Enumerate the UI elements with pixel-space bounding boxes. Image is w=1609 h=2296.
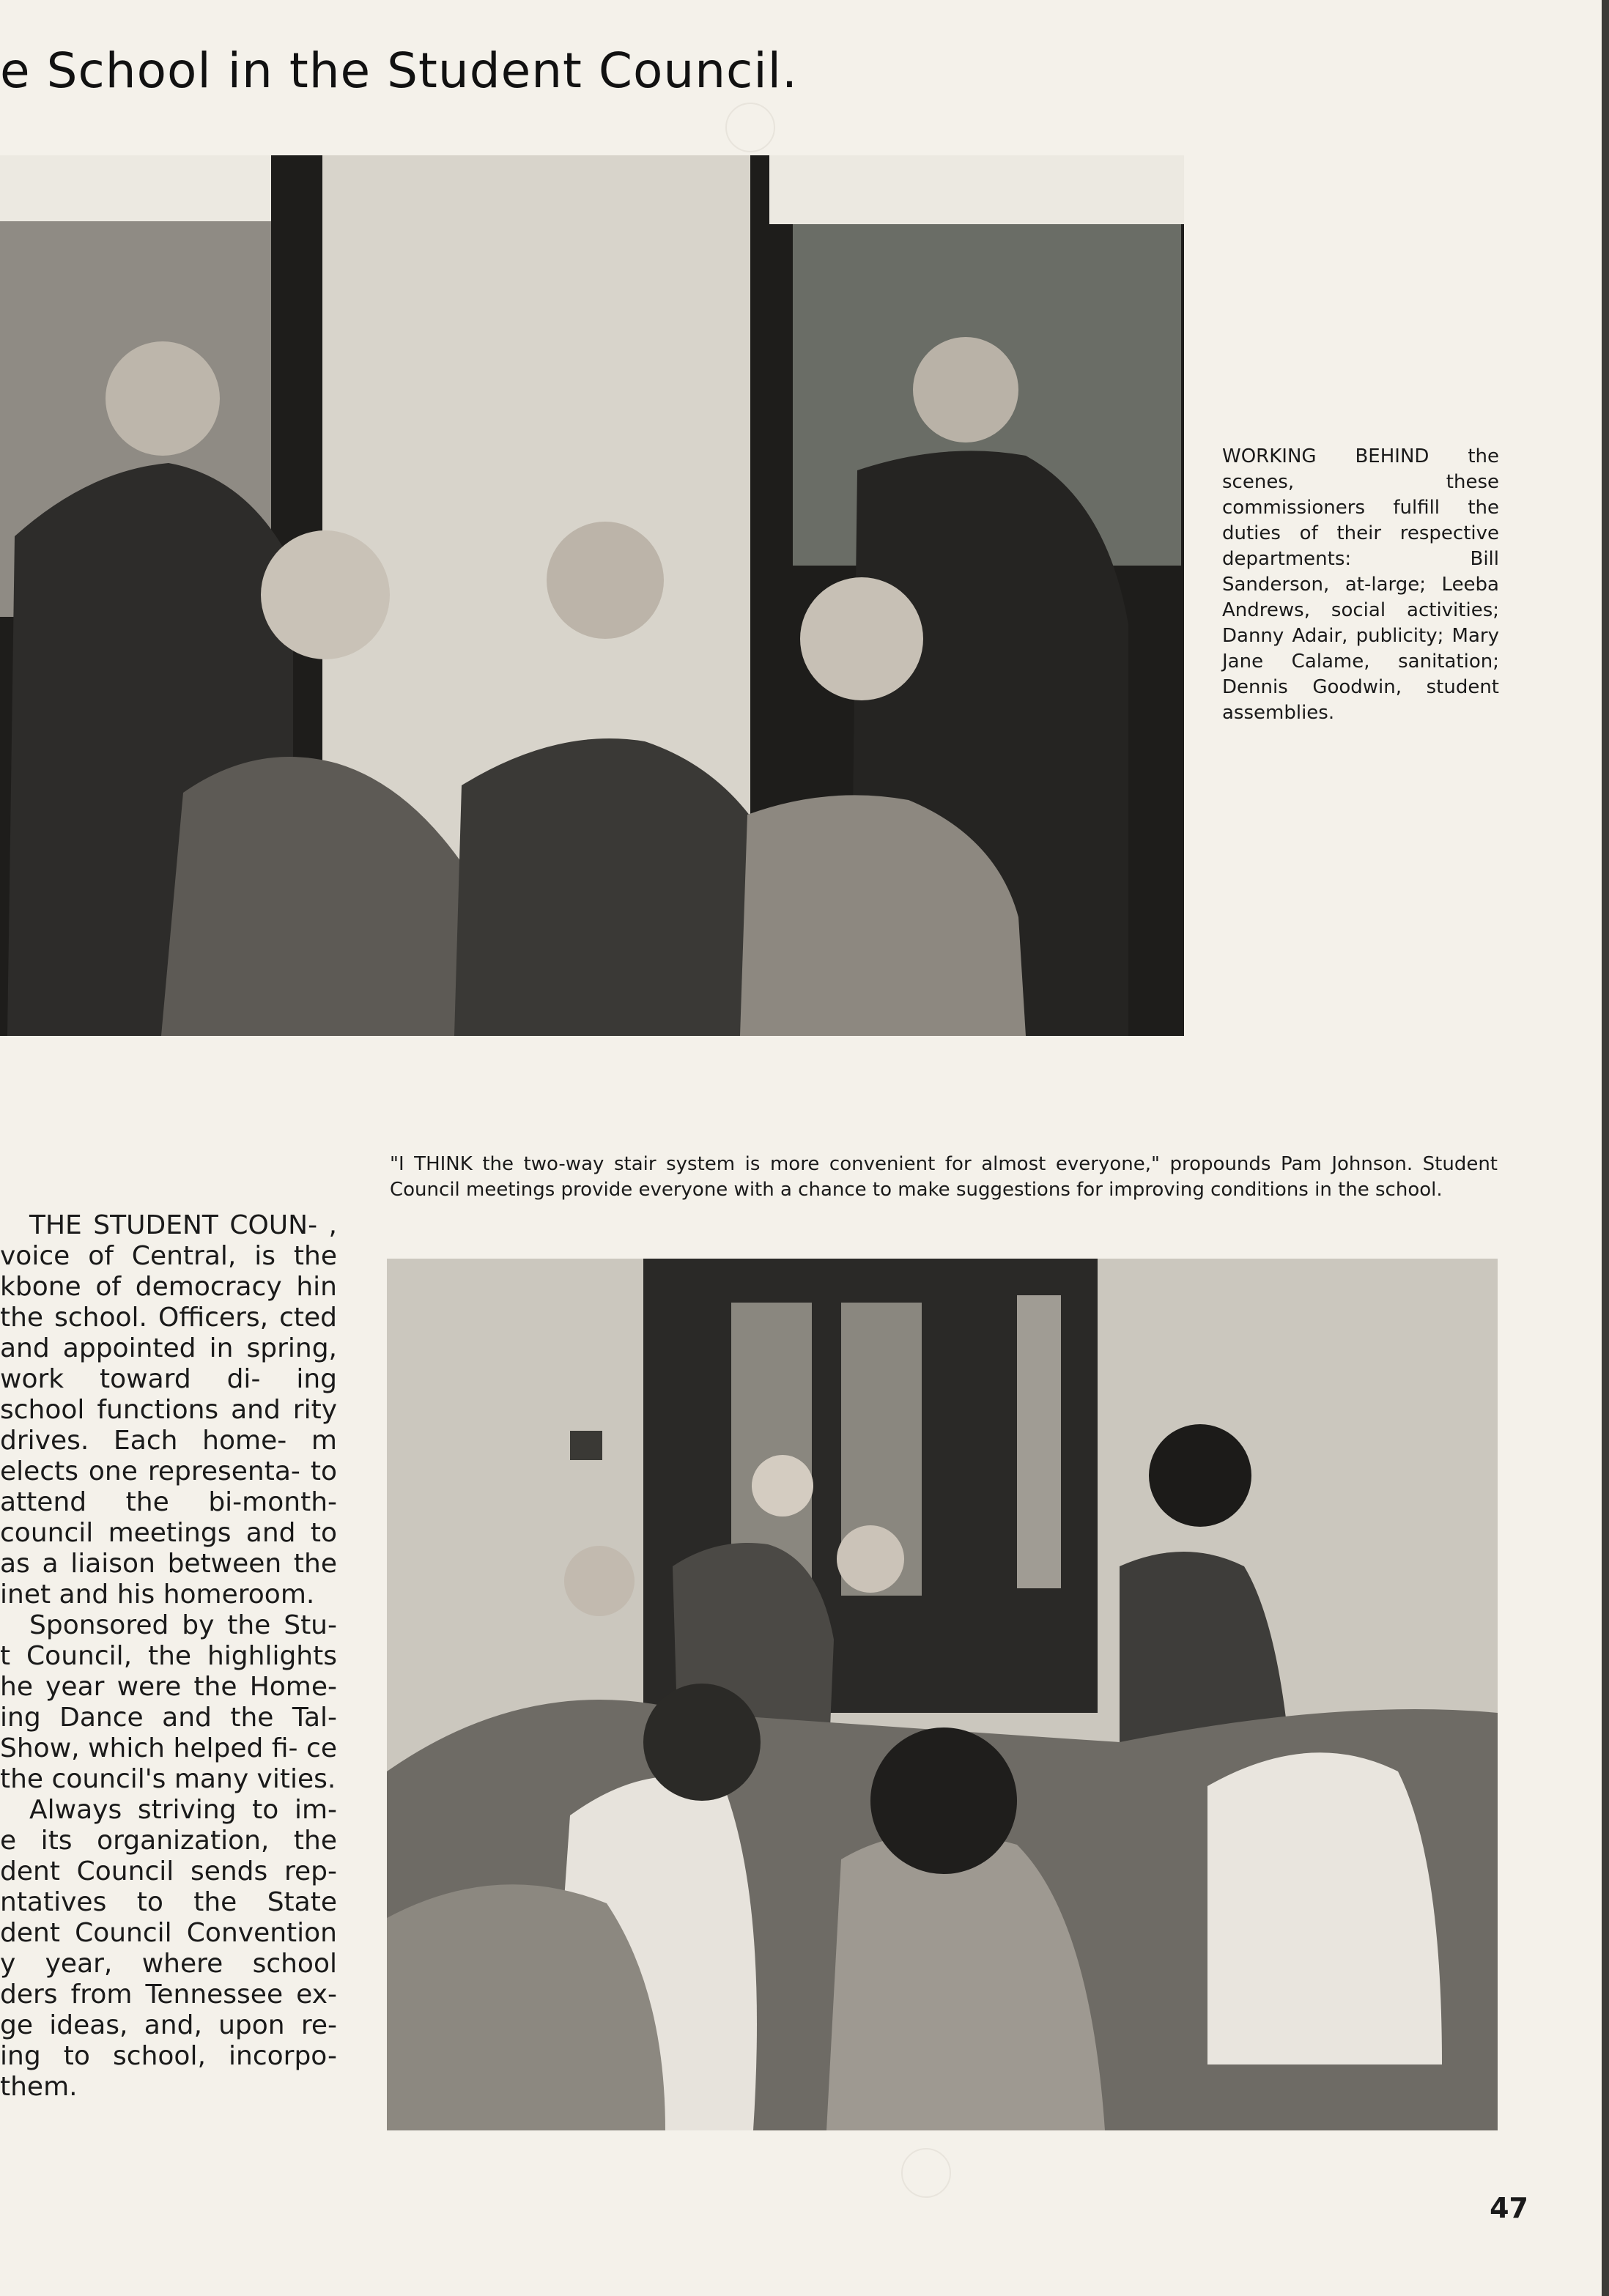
commissioners-caption: WORKING BEHIND the scenes, these commissioners fulfill the duties of their respective departments: Bill Sanderson, at-large; Leeba Andrews, social activities; Danny Adair, publicity; Mary Jane Calame, sanitation; Dennis Goodwin, student assemblies.	[1222, 445, 1499, 724]
watermark-leaf-icon	[725, 103, 775, 152]
article-paragraph: Sponsored by the Stu- t Council, the highlights he year were the Home- ing Dance and the Tal- Show, which helped fi- ce the council's many vities.	[0, 1610, 337, 1794]
page-number: 47	[1490, 2192, 1528, 2224]
article-paragraph: Always striving to im- e its organization, the dent Council sends rep- ntatives to the State dent Council Convention y year, where school ders from Tennessee ex- ge ideas, and, upon re- ing to school, incorpo- them.	[0, 1795, 337, 2102]
page-edge-shadow	[1602, 0, 1609, 2296]
page-heading: e School in the Student Council.	[0, 42, 798, 99]
watermark-leaf-icon	[901, 2148, 951, 2198]
meeting-caption: "I THINK the two-way stair system is more convenient for almost everyone," propounds Pam Johnson. Student Council meetings provide everyone with a chance to make suggestions for improving conditions in the school.	[390, 1153, 1498, 1201]
council-meeting-photo	[387, 1259, 1498, 2130]
commissioners-photo	[0, 155, 1184, 1036]
article-body	[0, 1210, 337, 2103]
article-paragraph: THE STUDENT COUN- , voice of Central, is the kbone of democracy hin the school. Officers, cted and appointed in spring, work toward di- ing school functions and rity drives. Each home- m elects one representa- to attend the bi-month- council meetings and to as a liaison between the inet and his homeroom.	[0, 1210, 337, 1610]
